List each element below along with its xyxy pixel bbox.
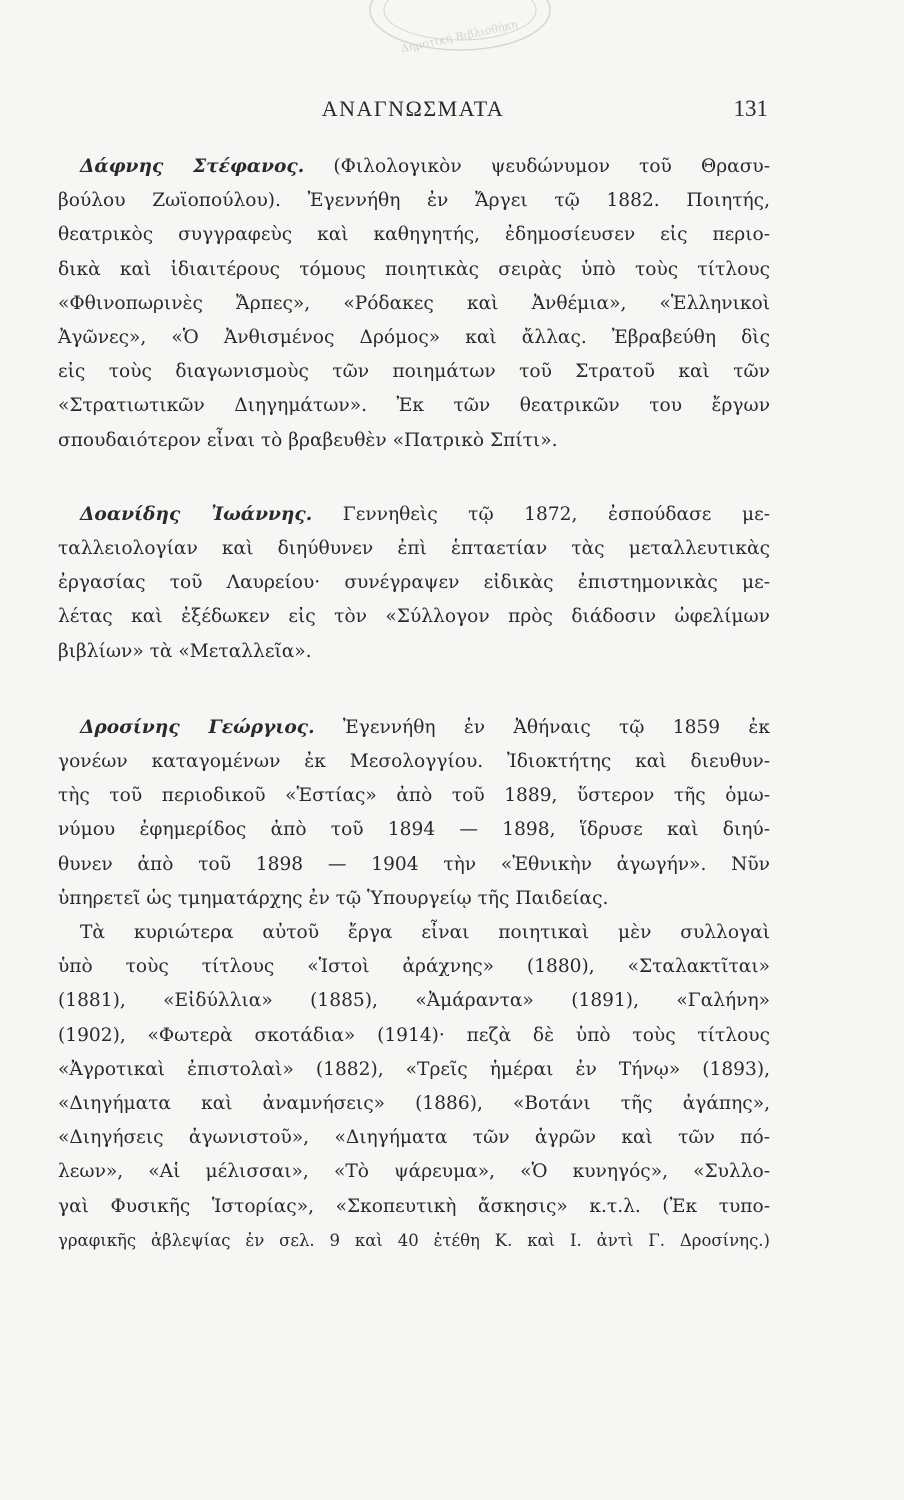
entry-line: (Φιλολογικὸν ψευδώνυμον τοῦ Θρασυ- xyxy=(333,156,770,177)
entry-line: «Στρατιωτικῶν Διηγημάτων». Ἐκ τῶν θεατρικῶν του ἔργων xyxy=(58,395,770,417)
entry-line: νύμου ἐφημερίδος ἀπὸ τοῦ 1894 — 1898, ἵδρυσε καὶ διηύ- xyxy=(58,819,770,841)
entry-drosinis xyxy=(58,711,770,1258)
page-header xyxy=(58,96,768,132)
entry-line: βούλου Ζωϊοπούλου). Ἐγεννήθη ἐν Ἄργει τῷ 1882. Ποιητής, xyxy=(58,190,770,212)
entry-line: «Διηγήσεις ἀγωνιστοῦ», «Διηγήματα τῶν ἀγρῶν καὶ τῶν πό- xyxy=(58,1127,770,1149)
entry-line: γαὶ Φυσικῆς Ἱστορίας», «Σκοπευτικὴ ἄσκησις» κ.τ.λ. (Ἐκ τυπο- xyxy=(58,1195,770,1217)
entry-name: Δροσίνης Γεώργιος. xyxy=(80,716,315,738)
entry-dafnis xyxy=(58,150,770,458)
entry-line: «Ἀγροτικαὶ ἐπιστολαὶ» (1882), «Τρεῖς ἡμέραι ἐν Τήνῳ» (1893), xyxy=(58,1058,770,1080)
entry-line: δικὰ καὶ ἰδιαιτέρους τόμους ποιητικὰς σειρὰς ὑπὸ τοὺς τίτλους xyxy=(58,258,770,280)
entry-line: τὴς τοῦ περιοδικοῦ «Ἑστίας» ἀπὸ τοῦ 1889, ὕστερον τῆς ὁμω- xyxy=(58,785,770,807)
entry-line: ὑπηρετεῖ ὡς τμηματάρχης ἐν τῷ Ὑπουργείῳ τῆς Παιδείας. xyxy=(58,887,609,909)
entry-line: ἐργασίας τοῦ Λαυρείου· συνέγραψεν εἰδικὰς ἐπιστημονικὰς με- xyxy=(58,572,770,594)
entry-name: Δάφνης Στέφανος. xyxy=(80,156,305,177)
entry-line: εἰς τοὺς διαγωνισμοὺς τῶν ποιημάτων τοῦ Στρατοῦ καὶ τῶν xyxy=(58,361,770,383)
entry-line: σπουδαιότερον εἶναι τὸ βραβευθὲν «Πατρικὸ Σπίτι». xyxy=(58,429,558,451)
entry-line: ταλλειολογίαν καὶ διηύθυνεν ἐπὶ ἑπταετίαν τὰς μεταλλευτικὰς xyxy=(58,538,770,560)
entry-line: γραφικῆς ἀβλεψίας ἐν σελ. 9 καὶ 40 ἐτέθη Κ. καὶ Ι. ἀντὶ Γ. Δροσίνης.) xyxy=(58,1230,770,1250)
entry-line: (1902), «Φωτερὰ σκοτάδια» (1914)· πεζὰ δὲ ὑπὸ τοὺς τίτλους xyxy=(58,1024,770,1046)
entry-line: βιβλίων» τὰ «Μεταλλεῖα». xyxy=(58,640,312,662)
entry-name: Δοανίδης Ἰωάννης. xyxy=(80,503,313,525)
entry-line: Ἐγεννήθη ἐν Ἀθήναις τῷ 1859 ἐκ xyxy=(342,716,770,738)
entry-line: «Φθινοπωρινὲς Ἄρπες», «Ρόδακες καὶ Ἀνθέμια», «Ἑλληνικοὶ xyxy=(58,292,770,314)
entry-line: Τὰ κυριώτερα αὐτοῦ ἔργα εἶναι ποιητικαὶ μὲν συλλογαὶ xyxy=(80,922,770,944)
stamp-text: Δημοτική Βιβλιοθήκη xyxy=(399,17,519,56)
entry-line: θεατρικὸς συγγραφεὺς καὶ καθηγητής, ἐδημοσίευσεν εἰς περιο- xyxy=(58,224,770,246)
entry-line: Γεννηθεὶς τῷ 1872, ἐσπούδασε με- xyxy=(342,503,770,525)
page-number: 131 xyxy=(733,96,768,121)
entry-line: «Διηγήματα καὶ ἀναμνήσεις» (1886), «Βοτάνι τῆς ἀγάπης», xyxy=(58,1093,770,1115)
entry-line: ὑπὸ τοὺς τίτλους «Ἱστοὶ ἀράχνης» (1880), «Σταλακτῖται» xyxy=(58,956,770,978)
library-stamp xyxy=(360,0,560,60)
entry-line: (1881), «Εἰδύλλια» (1885), «Ἀμάραντα» (1891), «Γαλήνη» xyxy=(58,990,770,1012)
entry-line: Ἀγῶνες», «Ὁ Ἀνθισμένος Δρόμος» καὶ ἄλλας. Ἐβραβεύθη δὶς xyxy=(58,327,770,349)
entry-doanidis xyxy=(58,498,770,669)
entry-line: γονέων καταγομένων ἐκ Μεσολογγίου. Ἰδιοκτήτης καὶ διευθυν- xyxy=(58,751,770,773)
page-body xyxy=(58,150,770,1258)
entry-line: λεων», «Αἱ μέλισσαι», «Τὸ ψάρευμα», «Ὁ κυνηγός», «Συλλο- xyxy=(58,1161,770,1183)
entry-line: θυνεν ἀπὸ τοῦ 1898 — 1904 τὴν «Ἐθνικὴν ἀγωγήν». Νῦν xyxy=(58,853,770,875)
entry-line: λέτας καὶ ἐξέδωκεν εἰς τὸν «Σύλλογον πρὸς διάδοσιν ὠφελίμων xyxy=(58,606,770,628)
running-title: ΑΝΑΓΝΩΣΜΑΤΑ xyxy=(321,96,505,121)
